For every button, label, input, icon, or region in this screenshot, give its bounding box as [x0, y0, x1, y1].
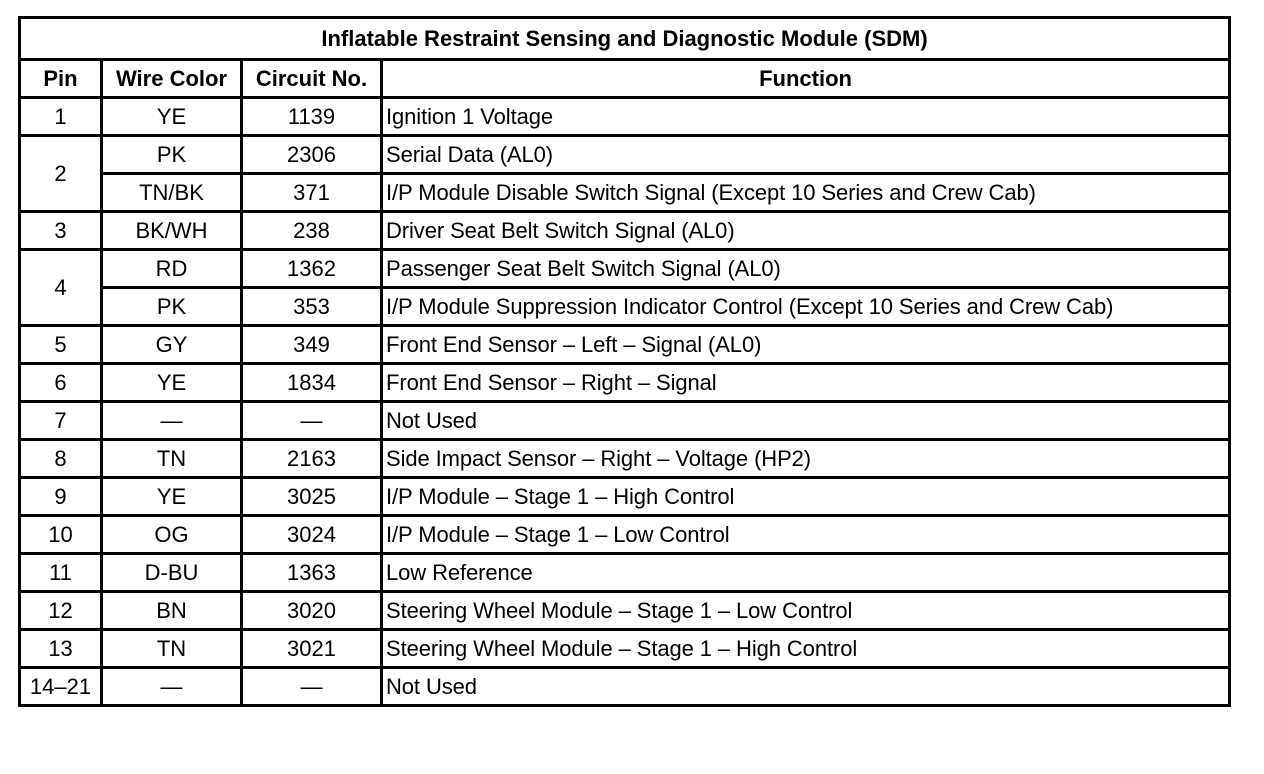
circuit-cell: — [242, 668, 382, 706]
wire-color-cell: BK/WH [102, 212, 242, 250]
circuit-cell: 371 [242, 174, 382, 212]
pin-cell: 9 [20, 478, 102, 516]
wire-color-cell: — [102, 402, 242, 440]
table-row [20, 516, 1230, 554]
table-row [20, 326, 1230, 364]
table-row [20, 136, 1230, 174]
wire-color-cell: PK [102, 288, 242, 326]
function-cell: Ignition 1 Voltage [382, 98, 1230, 136]
circuit-cell: 349 [242, 326, 382, 364]
header-row [20, 60, 1230, 98]
pin-cell: 13 [20, 630, 102, 668]
header-wire-color: Wire Color [102, 60, 242, 98]
function-cell: Steering Wheel Module – Stage 1 – High Control [382, 630, 1230, 668]
wire-color-cell: — [102, 668, 242, 706]
table-title-row [20, 18, 1230, 60]
table-row [20, 554, 1230, 592]
table-row [20, 250, 1230, 288]
function-cell: Steering Wheel Module – Stage 1 – Low Control [382, 592, 1230, 630]
table-row [20, 440, 1230, 478]
table-title: Inflatable Restraint Sensing and Diagnostic Module (SDM) [20, 18, 1230, 60]
table-row [20, 364, 1230, 402]
function-cell: Passenger Seat Belt Switch Signal (AL0) [382, 250, 1230, 288]
wire-color-cell: D-BU [102, 554, 242, 592]
function-cell: I/P Module – Stage 1 – Low Control [382, 516, 1230, 554]
pin-cell: 2 [20, 136, 102, 212]
table-row [20, 592, 1230, 630]
pin-cell: 7 [20, 402, 102, 440]
circuit-cell: 2306 [242, 136, 382, 174]
connector-pinout-sheet [18, 16, 1228, 707]
function-cell: Driver Seat Belt Switch Signal (AL0) [382, 212, 1230, 250]
circuit-cell: 1834 [242, 364, 382, 402]
wire-color-cell: GY [102, 326, 242, 364]
wire-color-cell: OG [102, 516, 242, 554]
circuit-cell: 3025 [242, 478, 382, 516]
function-cell: Front End Sensor – Left – Signal (AL0) [382, 326, 1230, 364]
pin-cell: 11 [20, 554, 102, 592]
function-cell: Low Reference [382, 554, 1230, 592]
function-cell: I/P Module Disable Switch Signal (Except 10 Series and Crew Cab) [382, 174, 1230, 212]
function-cell: Side Impact Sensor – Right – Voltage (HP2) [382, 440, 1230, 478]
pin-cell: 1 [20, 98, 102, 136]
function-cell: I/P Module – Stage 1 – High Control [382, 478, 1230, 516]
wire-color-cell: BN [102, 592, 242, 630]
wire-color-cell: TN [102, 440, 242, 478]
pin-cell: 10 [20, 516, 102, 554]
table-row [20, 174, 1230, 212]
table-row [20, 668, 1230, 706]
function-cell: Not Used [382, 402, 1230, 440]
circuit-cell: 3024 [242, 516, 382, 554]
circuit-cell: 2163 [242, 440, 382, 478]
wire-color-cell: TN [102, 630, 242, 668]
wire-color-cell: YE [102, 478, 242, 516]
function-cell: I/P Module Suppression Indicator Control (Except 10 Series and Crew Cab) [382, 288, 1230, 326]
circuit-cell: 1139 [242, 98, 382, 136]
pin-cell: 3 [20, 212, 102, 250]
pin-cell: 8 [20, 440, 102, 478]
wire-color-cell: YE [102, 98, 242, 136]
table-row [20, 478, 1230, 516]
header-circuit-no: Circuit No. [242, 60, 382, 98]
wire-color-cell: YE [102, 364, 242, 402]
pin-cell: 5 [20, 326, 102, 364]
pin-cell: 4 [20, 250, 102, 326]
table-row [20, 402, 1230, 440]
circuit-cell: 1363 [242, 554, 382, 592]
pin-cell: 14–21 [20, 668, 102, 706]
table-row [20, 288, 1230, 326]
pin-cell: 6 [20, 364, 102, 402]
pin-cell: 12 [20, 592, 102, 630]
table-row [20, 630, 1230, 668]
header-pin: Pin [20, 60, 102, 98]
wire-color-cell: TN/BK [102, 174, 242, 212]
circuit-cell: — [242, 402, 382, 440]
circuit-cell: 3020 [242, 592, 382, 630]
header-function: Function [382, 60, 1230, 98]
wire-color-cell: RD [102, 250, 242, 288]
table-row [20, 98, 1230, 136]
circuit-cell: 1362 [242, 250, 382, 288]
function-cell: Serial Data (AL0) [382, 136, 1230, 174]
table-row [20, 212, 1230, 250]
wire-color-cell: PK [102, 136, 242, 174]
function-cell: Front End Sensor – Right – Signal [382, 364, 1230, 402]
circuit-cell: 238 [242, 212, 382, 250]
function-cell: Not Used [382, 668, 1230, 706]
circuit-cell: 3021 [242, 630, 382, 668]
sdm-pinout-table [18, 16, 1231, 707]
circuit-cell: 353 [242, 288, 382, 326]
